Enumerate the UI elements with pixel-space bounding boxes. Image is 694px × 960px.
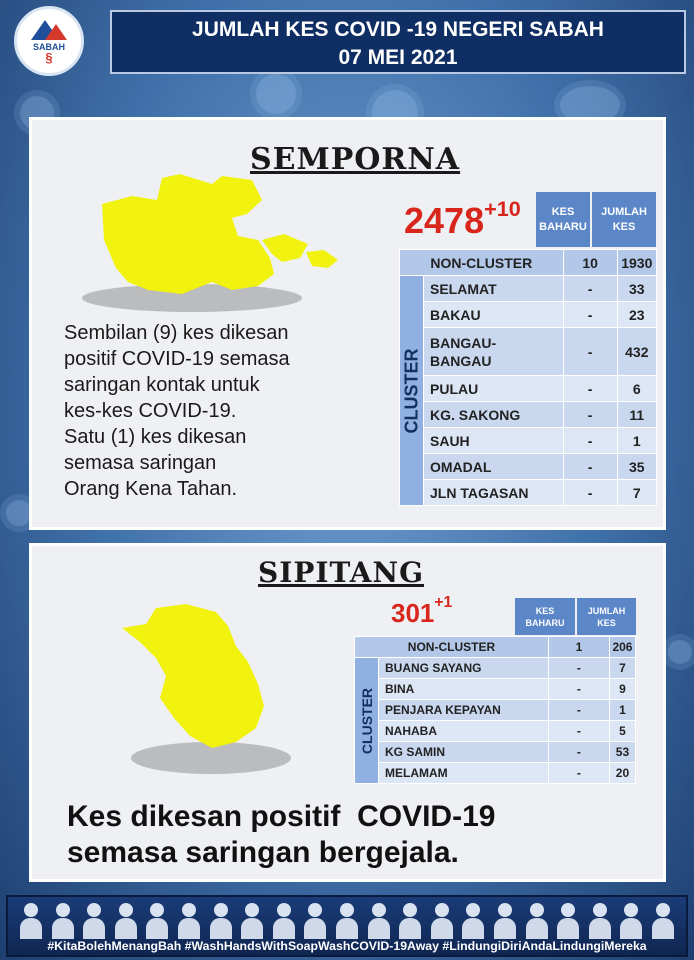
map-shape xyxy=(122,604,264,748)
sipitang-panel xyxy=(29,543,666,882)
person-icon xyxy=(524,903,550,939)
non-cluster-total: 206 xyxy=(609,637,635,658)
footer-banner xyxy=(6,895,688,957)
person-icon xyxy=(50,903,76,939)
cluster-new: - xyxy=(563,302,617,328)
cluster-name: SAUH xyxy=(424,428,564,454)
cluster-name: BAKAU xyxy=(424,302,564,328)
cluster-total: 33 xyxy=(617,276,656,302)
table-row xyxy=(355,700,636,721)
cluster-name: JLN TAGASAN xyxy=(424,480,564,506)
table-row xyxy=(400,428,657,454)
description-line: Satu (1) kes dikesan xyxy=(64,426,247,448)
sipitang-map xyxy=(116,602,296,782)
semporna-total-count xyxy=(404,196,521,242)
table-row xyxy=(400,250,657,276)
cluster-name: KG. SAKONG xyxy=(424,402,564,428)
logo-s-icon: § xyxy=(45,50,53,65)
non-cluster-label: NON-CLUSTER xyxy=(355,637,549,658)
person-icon xyxy=(397,903,423,939)
cluster-total: 53 xyxy=(609,742,635,763)
page-header xyxy=(110,10,686,74)
table-row xyxy=(355,763,636,784)
cluster-new: - xyxy=(548,721,609,742)
logo-text: SABAH xyxy=(32,42,65,52)
non-cluster-label: NON-CLUSTER xyxy=(400,250,564,276)
cluster-total: 432 xyxy=(617,328,656,376)
sabah-logo xyxy=(14,6,84,76)
cluster-new: - xyxy=(563,428,617,454)
person-icon xyxy=(176,903,202,939)
table-row xyxy=(400,328,657,376)
col-header-new-line2: BAHARU xyxy=(525,617,565,628)
person-icon xyxy=(429,903,455,939)
cluster-total: 23 xyxy=(617,302,656,328)
non-cluster-total: 1930 xyxy=(617,250,656,276)
table-row xyxy=(400,276,657,302)
page-title: JUMLAH KES COVID -19 NEGERI SABAH xyxy=(192,18,604,41)
person-icon xyxy=(18,903,44,939)
person-icon xyxy=(113,903,139,939)
footer-hashtags: #KitaBolehMenangBah #WashHandsWithSoapWashCOVID-19Away #LindungiDiriAndaLindungiMereka xyxy=(47,939,647,953)
cluster-new: - xyxy=(563,376,617,402)
cluster-name: NAHABA xyxy=(379,721,549,742)
mountain-icon xyxy=(29,18,69,40)
semporna-table xyxy=(399,249,657,506)
virus-decoration xyxy=(668,640,692,664)
cluster-new: - xyxy=(563,480,617,506)
table-row xyxy=(400,376,657,402)
cluster-new: - xyxy=(548,679,609,700)
person-icon xyxy=(492,903,518,939)
person-icon xyxy=(587,903,613,939)
person-icon xyxy=(555,903,581,939)
description-line: semasa saringan bergejala. xyxy=(67,836,459,869)
cluster-total: 35 xyxy=(617,454,656,480)
cluster-total: 9 xyxy=(609,679,635,700)
cluster-name: PULAU xyxy=(424,376,564,402)
total-value: 301 xyxy=(391,598,435,628)
person-icon xyxy=(650,903,676,939)
table-row xyxy=(355,721,636,742)
col-header-total xyxy=(592,192,656,247)
col-header-total-line2: KES xyxy=(597,617,616,628)
cluster-name: OMADAL xyxy=(424,454,564,480)
col-header-new-line1: KES xyxy=(535,605,555,616)
cluster-new: - xyxy=(563,276,617,302)
non-cluster-new: 10 xyxy=(563,250,617,276)
table-row xyxy=(400,302,657,328)
person-icon xyxy=(271,903,297,939)
cluster-total: 6 xyxy=(617,376,656,402)
cluster-name: BANGAU- BANGAU xyxy=(424,328,564,376)
cluster-new: - xyxy=(563,402,617,428)
description-line: Orang Kena Tahan. xyxy=(64,478,238,500)
cluster-total: 20 xyxy=(609,763,635,784)
non-cluster-new: 1 xyxy=(548,637,609,658)
cluster-label-cell xyxy=(400,276,424,506)
person-icon xyxy=(302,903,328,939)
description-line: Kes dikesan positif COVID-19 xyxy=(67,800,496,833)
cluster-total: 1 xyxy=(617,428,656,454)
person-icon xyxy=(460,903,486,939)
cluster-new: - xyxy=(548,700,609,721)
cluster-new: - xyxy=(548,763,609,784)
table-row xyxy=(400,402,657,428)
description-line: kes-kes COVID-19. xyxy=(64,400,237,422)
col-header-total-line1: JUMLAH xyxy=(587,605,626,616)
total-value: 2478 xyxy=(404,200,485,241)
person-icon xyxy=(81,903,107,939)
col-header-new xyxy=(536,192,590,247)
map-shape xyxy=(102,174,274,294)
col-header-total-line1: JUMLAH xyxy=(601,205,647,218)
cluster-new: - xyxy=(548,742,609,763)
cluster-new: - xyxy=(548,658,609,679)
table-row xyxy=(400,454,657,480)
table-row xyxy=(355,658,636,679)
cluster-total: 7 xyxy=(609,658,635,679)
person-icon xyxy=(144,903,170,939)
cluster-total: 1 xyxy=(609,700,635,721)
total-increase: +10 xyxy=(484,196,521,221)
map-shape xyxy=(306,250,338,268)
cluster-total: 11 xyxy=(617,402,656,428)
cluster-name: BINA xyxy=(379,679,549,700)
cluster-new: - xyxy=(563,454,617,480)
cluster-name: MELAMAM xyxy=(379,763,549,784)
person-icon xyxy=(618,903,644,939)
sipitang-total-count xyxy=(391,594,453,629)
col-header-new-line1: KES xyxy=(551,205,575,218)
cluster-name: PENJARA KEPAYAN xyxy=(379,700,549,721)
cluster-label-cell xyxy=(355,658,379,784)
semporna-map xyxy=(62,170,372,320)
col-header-new xyxy=(515,598,575,635)
cluster-total: 5 xyxy=(609,721,635,742)
cluster-total: 7 xyxy=(617,480,656,506)
cluster-new: - xyxy=(563,328,617,376)
page-date: 07 MEI 2021 xyxy=(338,46,458,69)
table-row xyxy=(400,480,657,506)
semporna-description xyxy=(64,320,384,502)
table-row xyxy=(355,637,636,658)
cluster-label: CLUSTER xyxy=(401,348,421,433)
col-header-total-line2: KES xyxy=(612,220,636,233)
sipitang-table xyxy=(354,636,636,784)
total-increase: +1 xyxy=(434,594,453,611)
table-row xyxy=(355,679,636,700)
people-illustration xyxy=(18,901,676,939)
sipitang-description xyxy=(67,799,667,871)
virus-decoration xyxy=(256,74,296,114)
person-icon xyxy=(239,903,265,939)
semporna-panel xyxy=(29,117,666,530)
cluster-name: SELAMAT xyxy=(424,276,564,302)
cluster-name: KG SAMIN xyxy=(379,742,549,763)
table-row xyxy=(355,742,636,763)
description-line: Sembilan (9) kes dikesan xyxy=(64,322,289,344)
cluster-label: CLUSTER xyxy=(358,687,375,754)
cluster-name: BUANG SAYANG xyxy=(379,658,549,679)
col-header-new-line2: BAHARU xyxy=(539,220,587,233)
description-line: saringan kontak untuk xyxy=(64,374,260,396)
person-icon xyxy=(208,903,234,939)
district-title: SIPITANG xyxy=(258,556,425,589)
col-header-total xyxy=(577,598,636,635)
district-title: SEMPORNA xyxy=(250,142,461,177)
person-icon xyxy=(366,903,392,939)
description-line: positif COVID-19 semasa xyxy=(64,348,290,370)
description-line: semasa saringan xyxy=(64,452,217,474)
person-icon xyxy=(334,903,360,939)
